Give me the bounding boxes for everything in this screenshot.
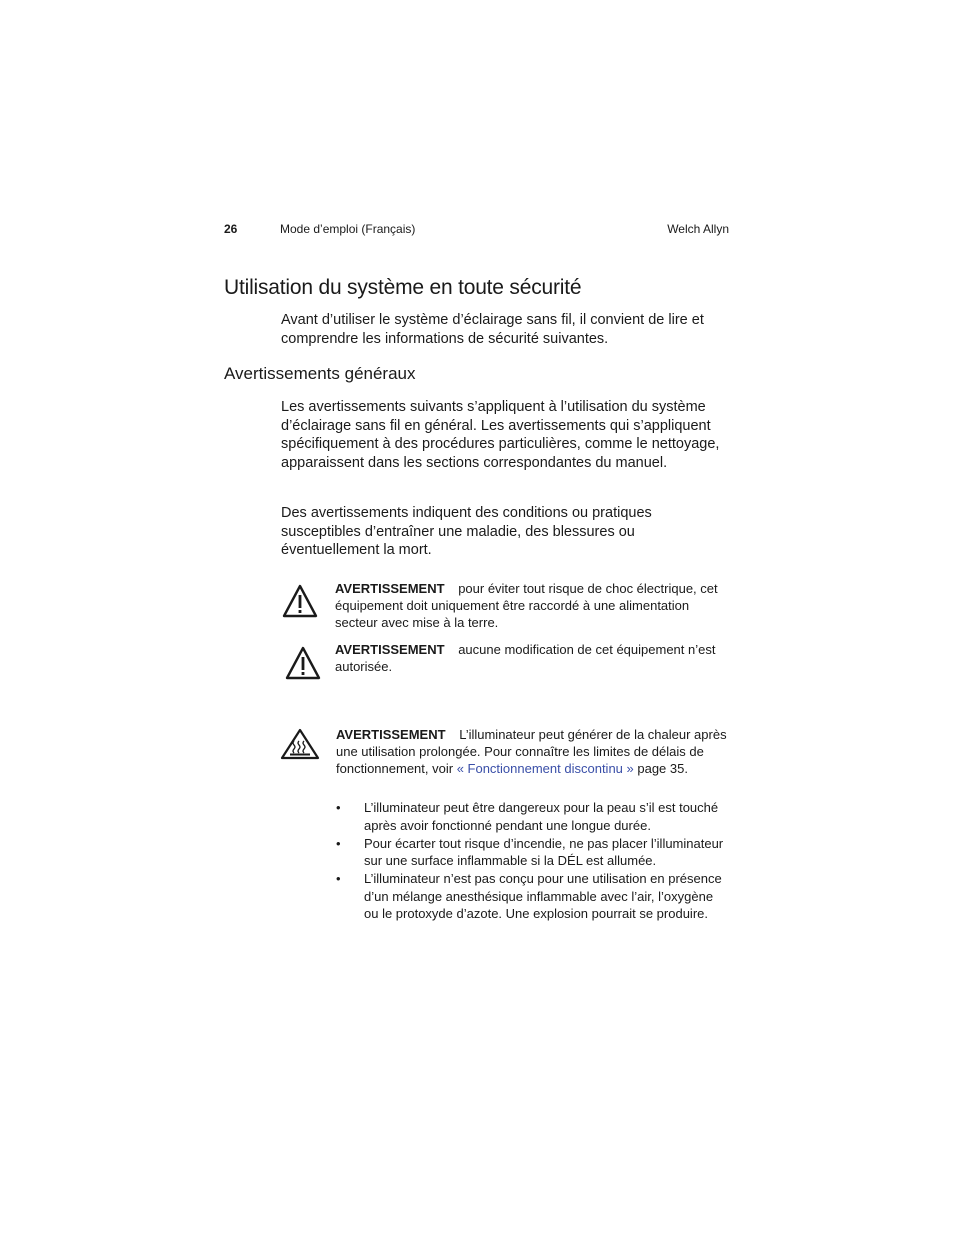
list-item: [336, 799, 731, 834]
list-item-text: L’illuminateur n’est pas conçu pour une utilisation en présence d’un mélange anesthésique inflammable avec l’air, l’oxygène ou le protoxyde d’azote. Une explosion pourrait se produire.: [364, 871, 722, 921]
list-item-text: Pour écarter tout risque d’incendie, ne pas placer l’illuminateur sur une surface inflammable si la DÉL est allumée.: [364, 835, 724, 868]
bullet-icon: •: [336, 835, 341, 851]
list-item-text: L’illuminateur peut être dangereux pour la peau s’il est touché après avoir fonctionné pendant une longue durée.: [364, 800, 719, 833]
warning-1: [335, 580, 730, 632]
list-item: [336, 870, 731, 923]
warning-2: [335, 641, 730, 675]
document-title: Mode d’emploi (Français): [280, 222, 416, 236]
section-title: Utilisation du système en toute sécurité: [224, 276, 582, 299]
section-intro: Avant d’utiliser le système d’éclairage sans fil, il convient de lire et comprendre les informations de sécurité suivantes.: [281, 312, 704, 347]
warning-text: L’illuminateur peut générer de la chaleur après une utilisation prolongée. Pour connaître les limites de délais de fonctionnement, voir: [336, 727, 727, 777]
page-header: [224, 221, 729, 239]
general-paragraph-2: Des avertissements indiquent des conditions ou pratiques susceptibles d’entraîner une maladie, des blessures ou éventuellement la mort.: [281, 505, 652, 559]
warning-text: pour éviter tout risque de choc électrique, cet équipement doit uniquement être raccordé à une alimentation secteur avec mise à la terre.: [335, 581, 718, 631]
bullet-icon: •: [336, 800, 341, 815]
warning-text-suffix: page 35.: [633, 761, 688, 777]
warning-label: AVERTISSEMENT: [335, 642, 445, 657]
warning-triangle-icon: [285, 646, 321, 680]
bullet-icon: •: [336, 871, 341, 886]
page-number: 26: [224, 222, 238, 236]
cross-reference-link[interactable]: « Fonctionnement discontinu »: [456, 761, 634, 777]
hot-surface-icon: [280, 728, 316, 762]
warning-label: AVERTISSEMENT: [336, 727, 446, 742]
warning-3: [336, 726, 731, 778]
warning-text: aucune modification de cet équipement n’est autorisée.: [335, 642, 716, 675]
general-paragraph-1: Les avertissements suivants s’appliquent à l’utilisation du système d’éclairage sans fil en général. Les avertissements qui s’appliquent spécifiquement à des procédures particulières, comme le nettoyage, apparaissent dans les sections correspondantes du manuel.: [281, 399, 720, 471]
warning-label: AVERTISSEMENT: [335, 581, 445, 596]
subsection-title: Avertissements généraux: [224, 364, 416, 383]
warning-triangle-icon: [282, 584, 318, 618]
warning-bullet-list: [336, 799, 731, 923]
brand-name: Welch Allyn: [667, 222, 729, 236]
list-item: [336, 835, 731, 870]
